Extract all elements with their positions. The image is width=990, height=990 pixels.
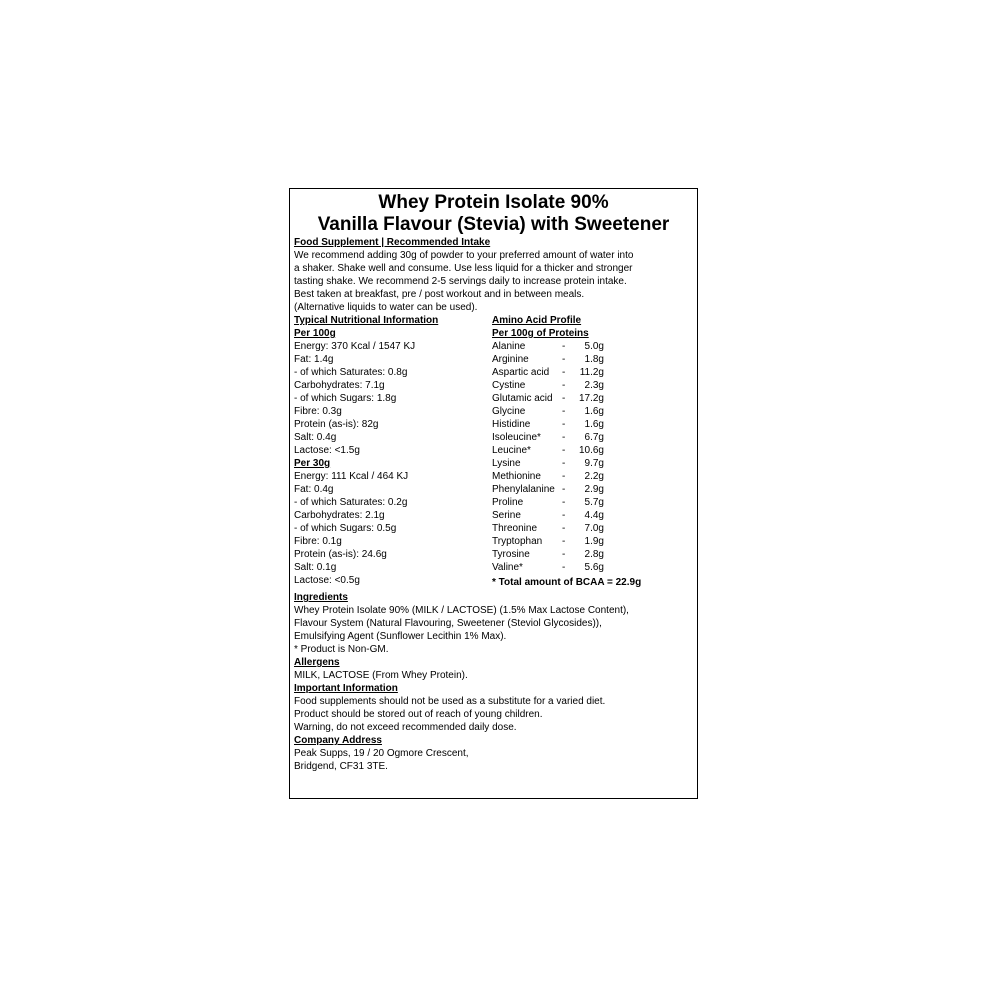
nutrition-row: - of which Saturates: 0.2g — [294, 497, 408, 508]
amino-row — [492, 353, 693, 366]
product-label — [289, 188, 698, 799]
intake-line: a shaker. Shake well and consume. Use less liquid for a thicker and stronger — [294, 263, 633, 274]
nutrition-heading: Typical Nutritional Information — [294, 315, 439, 326]
allergens-heading: Allergens — [294, 657, 340, 668]
amino-name: Cystine — [492, 380, 526, 391]
amino-dash: - — [562, 523, 566, 534]
nutrition-row: Energy: 370 Kcal / 1547 KJ — [294, 341, 416, 352]
intake-line: (Alternative liquids to water can be used). — [294, 302, 478, 313]
amino-name: Isoleucine* — [492, 432, 541, 443]
nutrition-row: Fat: 0.4g — [294, 484, 334, 495]
amino-row — [492, 366, 693, 379]
amino-value: 1.8g — [584, 354, 604, 365]
amino-sub-heading: Per 100g of Proteins — [492, 328, 589, 339]
amino-dash: - — [562, 445, 566, 456]
amino-value: 2.2g — [584, 471, 604, 482]
intake-heading: Food Supplement | Recommended Intake — [294, 237, 491, 248]
amino-dash: - — [562, 341, 566, 352]
amino-row — [492, 509, 693, 522]
amino-name: Alanine — [492, 341, 526, 352]
nutrition-row: Fat: 1.4g — [294, 354, 334, 365]
amino-name: Valine* — [492, 562, 523, 573]
amino-name: Leucine* — [492, 445, 531, 456]
amino-value: 5.0g — [584, 341, 604, 352]
nutrition-row: - of which Saturates: 0.8g — [294, 367, 408, 378]
amino-row — [492, 379, 693, 392]
amino-value: 5.6g — [584, 562, 604, 573]
amino-row — [492, 561, 693, 574]
intake-line: tasting shake. We recommend 2-5 servings daily to increase protein intake. — [294, 276, 627, 287]
amino-row — [492, 444, 693, 457]
nutrition-row: Fibre: 0.1g — [294, 536, 342, 547]
amino-dash: - — [562, 380, 566, 391]
amino-dash: - — [562, 419, 566, 430]
nutrition-row: Energy: 111 Kcal / 464 KJ — [294, 471, 409, 482]
ingredients-heading: Ingredients — [294, 592, 348, 603]
amino-name: Serine — [492, 510, 521, 521]
amino-row — [492, 405, 693, 418]
ingredients-line: Flavour System (Natural Flavouring, Sweetener (Steviol Glycosides)), — [294, 618, 602, 629]
amino-dash: - — [562, 536, 566, 547]
amino-row — [492, 522, 693, 535]
ingredients-line: Emulsifying Agent (Sunflower Lecithin 1% Max). — [294, 631, 507, 642]
amino-dash: - — [562, 406, 566, 417]
amino-column — [492, 314, 693, 589]
amino-name: Threonine — [492, 523, 538, 534]
amino-value: 2.9g — [584, 484, 604, 495]
amino-row — [492, 340, 693, 353]
amino-dash: - — [562, 367, 566, 378]
amino-name: Histidine — [492, 419, 531, 430]
amino-dash: - — [562, 484, 566, 495]
amino-name: Lysine — [492, 458, 521, 469]
company-line: Peak Supps, 19 / 20 Ogmore Crescent, — [294, 748, 469, 759]
product-title-line-1: Whey Protein Isolate 90% — [378, 192, 609, 213]
intake-line: Best taken at breakfast, pre / post workout and in between meals. — [294, 289, 585, 300]
per-30g-heading: Per 30g — [294, 458, 331, 469]
nutrition-row: Salt: 0.1g — [294, 562, 337, 573]
nutrition-row: Carbohydrates: 2.1g — [294, 510, 385, 521]
important-section — [294, 682, 693, 734]
amino-name: Proline — [492, 497, 524, 508]
nutrition-row: Carbohydrates: 7.1g — [294, 380, 385, 391]
important-line: Warning, do not exceed recommended daily dose. — [294, 722, 517, 733]
nutrition-row: Protein (as-is): 24.6g — [294, 549, 387, 560]
amino-dash: - — [562, 354, 566, 365]
amino-dash: - — [562, 432, 566, 443]
company-section — [294, 734, 693, 773]
amino-row — [492, 431, 693, 444]
intake-text — [294, 249, 693, 314]
nutrition-column — [294, 314, 492, 589]
allergens-section — [294, 656, 693, 682]
nutrition-row: Lactose: <1.5g — [294, 445, 360, 456]
amino-value: 10.6g — [578, 445, 604, 456]
amino-dash: - — [562, 393, 566, 404]
amino-value: 11.2g — [579, 367, 604, 378]
product-title-line-2: Vanilla Flavour (Stevia) with Sweetener — [317, 214, 670, 235]
amino-value: 2.8g — [584, 549, 604, 560]
amino-row — [492, 535, 693, 548]
important-heading: Important Information — [294, 683, 398, 694]
amino-name: Aspartic acid — [492, 367, 550, 378]
amino-dash: - — [562, 458, 566, 469]
allergens-line: MILK, LACTOSE (From Whey Protein). — [294, 670, 468, 681]
amino-name: Glutamic acid — [492, 393, 553, 404]
amino-name: Tryptophan — [492, 536, 543, 547]
amino-dash: - — [562, 562, 566, 573]
intake-line: We recommend adding 30g of powder to your preferred amount of water into — [294, 250, 634, 261]
amino-value: 17.2g — [578, 393, 604, 404]
amino-row — [492, 392, 693, 405]
amino-value: 9.7g — [584, 458, 604, 469]
company-line: Bridgend, CF31 3TE. — [294, 761, 388, 772]
amino-value: 7.0g — [584, 523, 604, 534]
amino-row — [492, 470, 693, 483]
amino-list — [492, 340, 693, 574]
nutrition-row: Salt: 0.4g — [294, 432, 337, 443]
amino-value: 4.4g — [584, 510, 604, 521]
amino-heading: Amino Acid Profile — [492, 315, 582, 326]
important-line: Food supplements should not be used as a substitute for a varied diet. — [294, 696, 606, 707]
amino-row — [492, 496, 693, 509]
amino-name: Arginine — [492, 354, 529, 365]
important-line: Product should be stored out of reach of young children. — [294, 709, 543, 720]
amino-dash: - — [562, 510, 566, 521]
amino-dash: - — [562, 549, 566, 560]
amino-value: 1.9g — [584, 536, 604, 547]
ingredients-line: Whey Protein Isolate 90% (MILK / LACTOSE) (1.5% Max Lactose Content), — [294, 605, 629, 616]
ingredients-line: * Product is Non-GM. — [294, 644, 389, 655]
amino-value: 2.3g — [584, 380, 604, 391]
bcaa-total: * Total amount of BCAA = 22.9g — [492, 577, 642, 588]
amino-value: 5.7g — [584, 497, 604, 508]
per-100g-heading: Per 100g — [294, 328, 336, 339]
amino-name: Glycine — [492, 406, 526, 417]
amino-row — [492, 548, 693, 561]
amino-row — [492, 457, 693, 470]
nutrition-row: - of which Sugars: 0.5g — [294, 523, 397, 534]
nutrition-row: Lactose: <0.5g — [294, 575, 360, 586]
amino-value: 6.7g — [584, 432, 604, 443]
amino-row — [492, 483, 693, 496]
nutrition-row: - of which Sugars: 1.8g — [294, 393, 397, 404]
amino-name: Tyrosine — [492, 549, 530, 560]
ingredients-section — [294, 591, 693, 656]
amino-value: 1.6g — [584, 406, 604, 417]
amino-row — [492, 418, 693, 431]
amino-name: Phenylalanine — [492, 484, 555, 495]
nutrition-row: Protein (as-is): 82g — [294, 419, 379, 430]
nutrition-and-amino-columns — [294, 314, 693, 589]
amino-dash: - — [562, 497, 566, 508]
nutrition-row: Fibre: 0.3g — [294, 406, 342, 417]
amino-value: 1.6g — [584, 419, 604, 430]
amino-name: Methionine — [492, 471, 541, 482]
company-heading: Company Address — [294, 735, 382, 746]
amino-dash: - — [562, 471, 566, 482]
